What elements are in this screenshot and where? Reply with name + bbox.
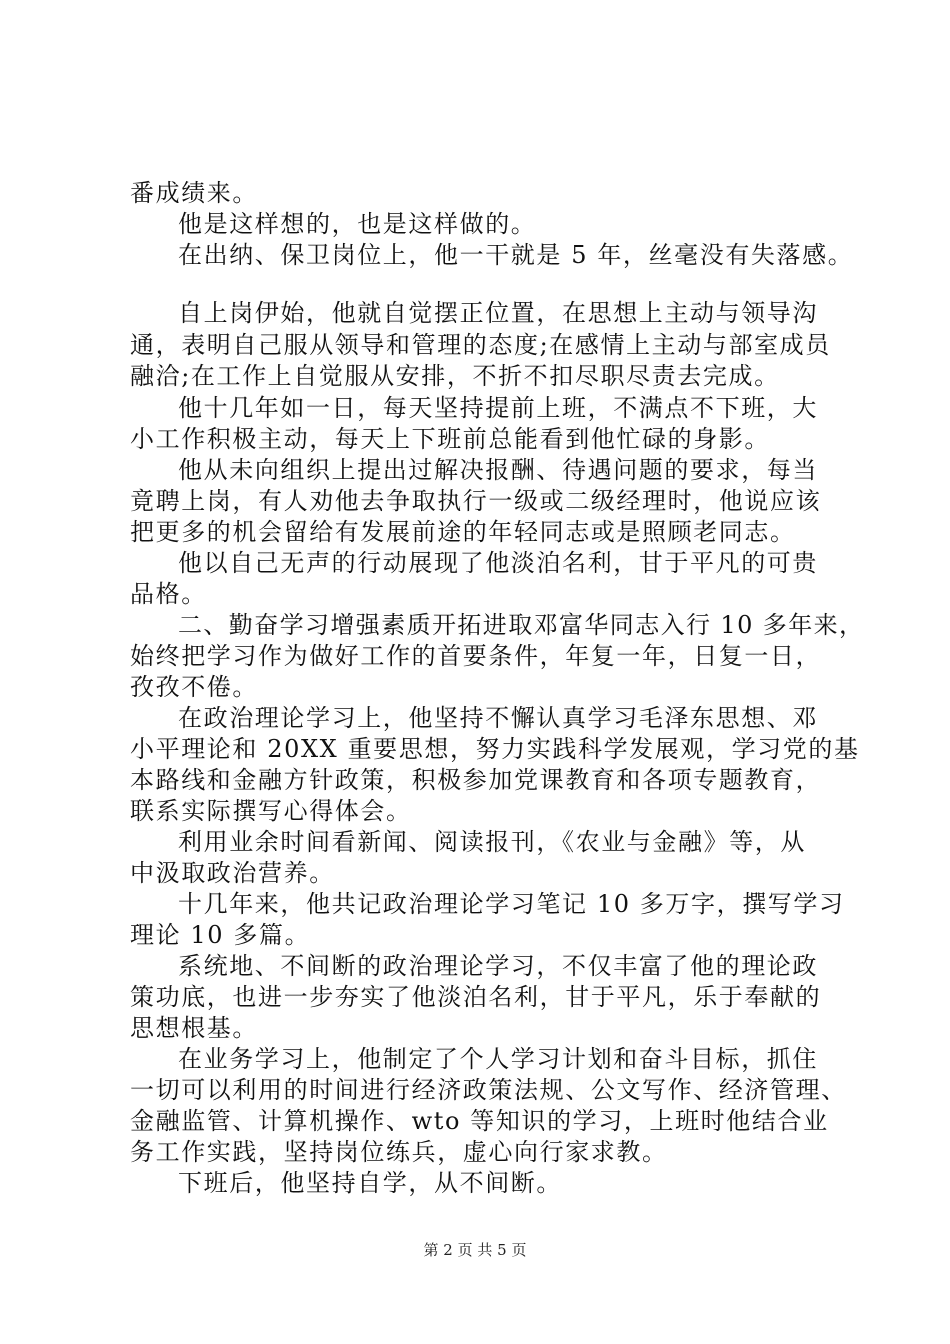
text-line: 竟聘上岗，有人劝他去争取执行一级或二级经理时，他说应该 — [130, 487, 822, 515]
text-line: 策功底，也进一步夯实了他淡泊名利，甘于平凡，乐于奉献的 — [130, 983, 822, 1011]
text-line: 下班后，他坚持自学，从不间断。 — [178, 1169, 562, 1197]
text-line: 联系实际撰写心得体会。 — [130, 797, 412, 825]
text-line: 把更多的机会留给有发展前途的年轻同志或是照顾老同志。 — [130, 518, 796, 546]
text-line: 在政治理论学习上，他坚持不懈认真学习毛泽东思想、邓 — [178, 704, 818, 732]
text-line: 十几年来，他共记政治理论学习笔记 10 多万字，撰写学习 — [178, 890, 845, 918]
text-line: 金融监管、计算机操作、wto 等知识的学习，上班时他结合业 — [130, 1107, 829, 1135]
text-line: 始终把学习作为做好工作的首要条件，年复一年，日复一日， — [130, 642, 822, 670]
text-line: 利用业余时间看新闻、阅读报刊，《农业与金融》等，从 — [178, 828, 806, 856]
text-line: 通，表明自己服从领导和管理的态度;在感情上主动与部室成员 — [130, 331, 831, 359]
text-line: 一切可以利用的时间进行经济政策法规、公文写作、经济管理、 — [130, 1076, 847, 1104]
text-line: 小平理论和 20XX 重要思想，努力实践科学发展观，学习党的基 — [130, 735, 860, 763]
text-line: 本路线和金融方针政策，积极参加党课教育和各项专题教育， — [130, 766, 822, 794]
text-line: 自上岗伊始，他就自觉摆正位置，在思想上主动与领导沟 — [178, 299, 818, 327]
text-line: 二、勤奋学习增强素质开拓进取邓富华同志入行 10 多年来， — [178, 611, 865, 639]
text-line: 在业务学习上，他制定了个人学习计划和奋斗目标，抓住 — [178, 1045, 818, 1073]
text-line: 在出纳、保卫岗位上，他一干就是 5 年，丝毫没有失落感。 — [178, 241, 854, 269]
text-line: 务工作实践，坚持岗位练兵，虚心向行家求教。 — [130, 1138, 668, 1166]
text-line: 品格。 — [130, 580, 207, 608]
text-line: 番成绩来。 — [130, 179, 258, 207]
text-line: 中汲取政治营养。 — [130, 859, 335, 887]
text-line: 小工作积极主动，每天上下班前总能看到他忙碌的身影。 — [130, 425, 770, 453]
text-line: 他以自己无声的行动展现了他淡泊名利，甘于平凡的可贵 — [178, 549, 818, 577]
text-line: 他从未向组织上提出过解决报酬、待遇问题的要求，每当 — [178, 456, 818, 484]
text-line: 他是这样想的，也是这样做的。 — [178, 210, 537, 238]
page-footer: 第 2 页 共 5 页 — [423, 1241, 527, 1259]
text-line: 思想根基。 — [130, 1014, 258, 1042]
text-line: 孜孜不倦。 — [130, 673, 258, 701]
text-line: 理论 10 多篇。 — [130, 921, 311, 949]
text-line: 融洽;在工作上自觉服从安排，不折不扣尽职尽责去完成。 — [130, 362, 780, 390]
text-line: 他十几年如一日，每天坚持提前上班，不满点不下班，大 — [178, 394, 818, 422]
text-line: 系统地、不间断的政治理论学习，不仅丰富了他的理论政 — [178, 952, 818, 980]
